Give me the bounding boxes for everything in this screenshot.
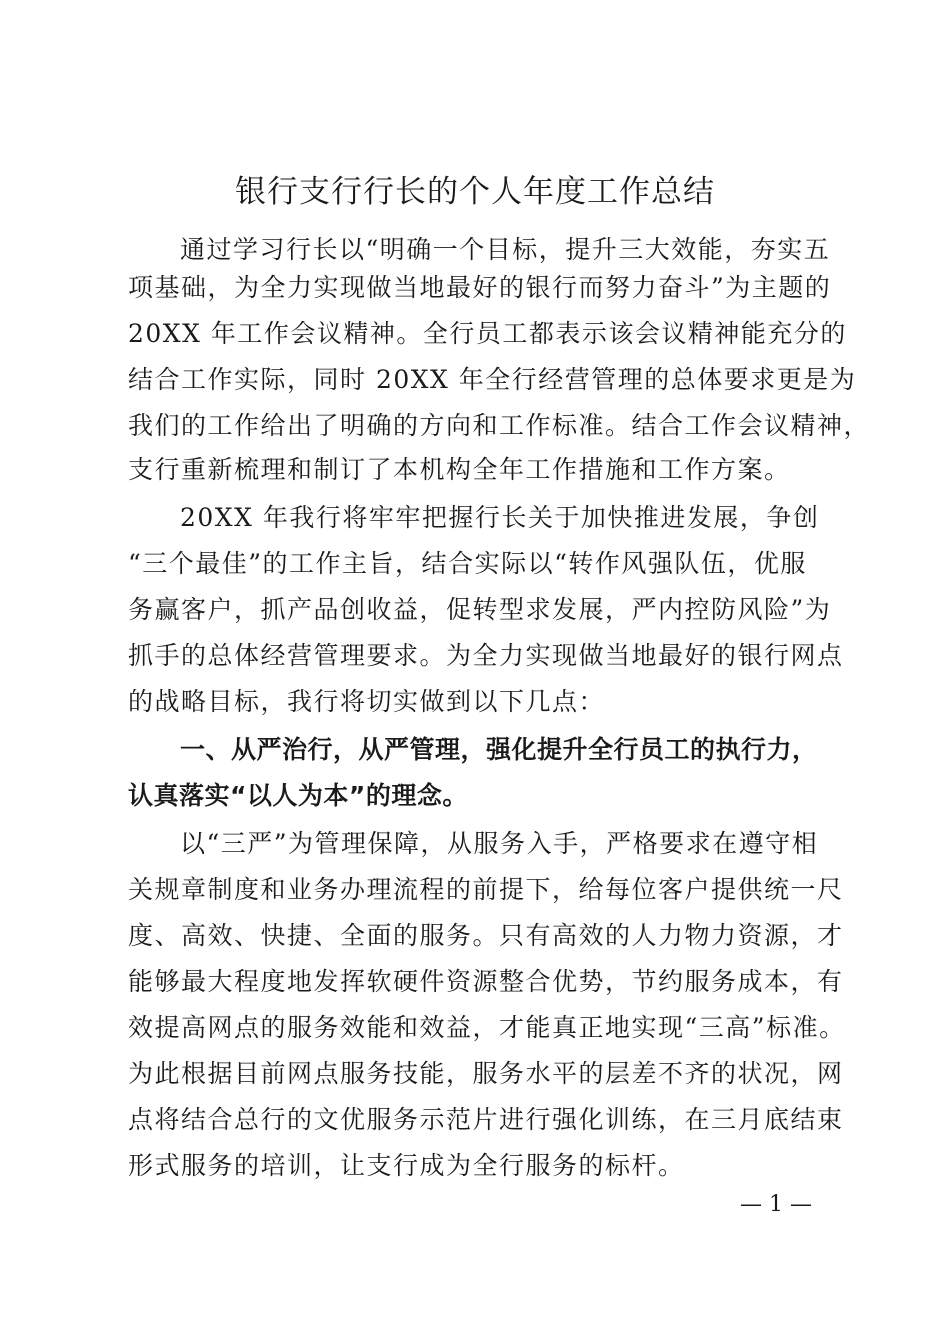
paragraph-line: 务赢客户，抓产品创收益，促转型求发展，严内控防风险”为 [128, 595, 832, 624]
paragraph-line: 支行重新梳理和制订了本机构全年工作措施和工作方案。 [128, 455, 791, 484]
paragraph-line: 20XX 年工作会议精神。全行员工都表示该会议精神能充分的 [128, 319, 847, 348]
paragraph-line: 项基础，为全力实现做当地最好的银行而努力奋斗”为主题的 [128, 273, 832, 302]
paragraph-line: 结合工作实际，同时 20XX 年全行经营管理的总体要求更是为 [128, 365, 857, 394]
paragraph-line: 通过学习行长以“明确一个目标，提升三大效能，夯实五 [180, 235, 831, 264]
paragraph-line: 的战略目标，我行将切实做到以下几点： [128, 687, 606, 716]
document-title: 银行支行行长的个人年度工作总结 [235, 174, 715, 210]
paragraph-line: 形式服务的培训，让支行成为全行服务的标杆。 [128, 1151, 685, 1180]
paragraph-line: 能够最大程度地发挥软硬件资源整合优势，节约服务成本，有 [128, 967, 844, 996]
paragraph-line: 点将结合总行的文优服务示范片进行强化训练，在三月底结束 [128, 1105, 844, 1134]
page-number: — 1 — [740, 1192, 812, 1217]
section-heading: 认真落实“以人为本”的理念。 [128, 781, 468, 810]
paragraph-line: 效提高网点的服务效能和效益，才能真正地实现“三高”标准。 [128, 1013, 846, 1042]
paragraph-line: 20XX 年我行将牢牢把握行长关于加快推进发展，争创 [180, 503, 820, 532]
paragraph-line: 以“三严”为管理保障，从服务入手，严格要求在遵守相 [180, 829, 819, 858]
paragraph-line: “三个最佳”的工作主旨，结合实际以“转作风强队伍，优服 [128, 549, 807, 578]
paragraph-line: 为此根据目前网点服务技能，服务水平的层差不齐的状况，网 [128, 1059, 844, 1088]
paragraph-line: 度、高效、快捷、全面的服务。只有高效的人力物力资源，才 [128, 921, 844, 950]
section-heading: 一、从严治行，从严管理，强化提升全行员工的执行力， [180, 735, 818, 764]
paragraph-line: 关规章制度和业务办理流程的前提下，给每位客户提供统一尺 [128, 875, 844, 904]
paragraph-line: 抓手的总体经营管理要求。为全力实现做当地最好的银行网点 [128, 641, 844, 670]
paragraph-line: 我们的工作给出了明确的方向和工作标准。结合工作会议精神， [128, 411, 871, 440]
